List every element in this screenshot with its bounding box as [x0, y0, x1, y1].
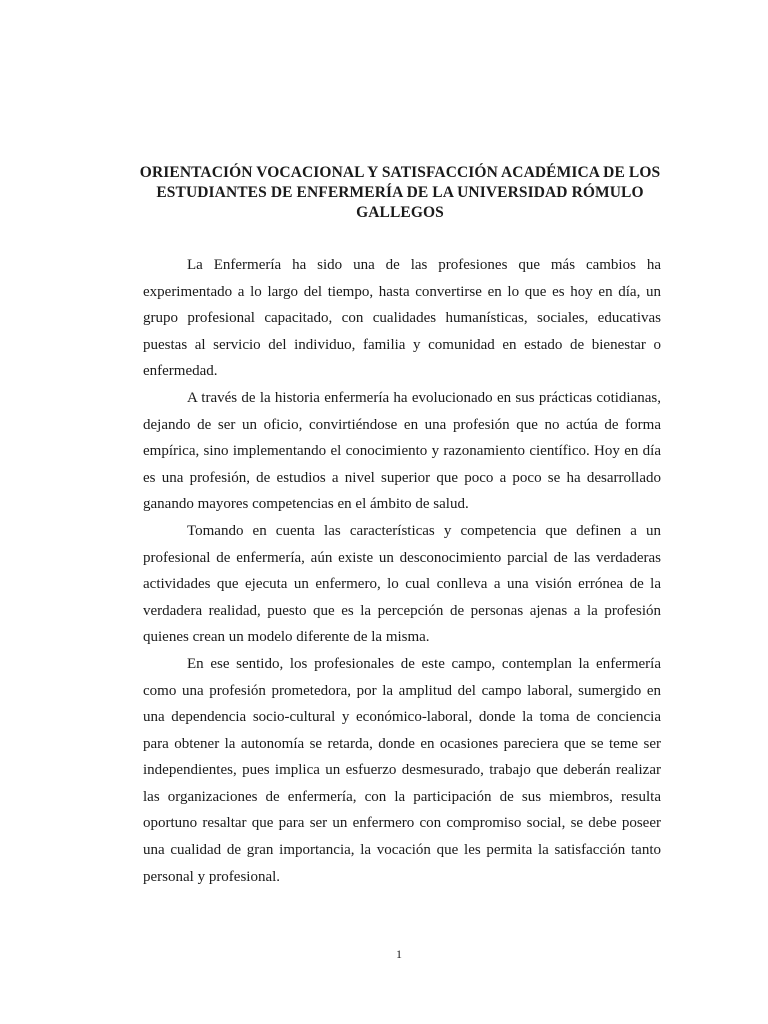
- document-body: [143, 252, 661, 890]
- page-number: 1: [396, 947, 402, 961]
- paragraph-4: En ese sentido, los profesionales de este campo, contemplan la enfermería como una profesión prometedora, por la amplitud del campo laboral, sumergido en una dependencia socio-cultural y económico-laboral, donde la toma de conciencia para obtener la autonomía se retarda, donde en ocasiones pareciera que se teme ser independientes, pues implica un esfuerzo desmesurado, trabajo que deberán realizar las organizaciones de enfermería, con la participación de sus miembros, resulta oportuno resaltar que para ser un enfermero con compromiso social, se debe poseer una cualidad de gran importancia, la vocación que les permita la satisfacción tanto personal y profesional.: [143, 655, 661, 885]
- paragraph-2: A través de la historia enfermería ha evolucionado en sus prácticas cotidianas, dejando de ser un oficio, convirtiéndose en una profesión que no actúa de forma empírica, sino implementando el conocimiento y razonamiento científico. Hoy en día es una profesión, de estudios a nivel superior que poco a poco se ha desarrollado ganando mayores competencias en el ámbito de salud.: [143, 389, 661, 513]
- paragraph-3: Tomando en cuenta las características y competencia que definen a un profesional de enfermería, aún existe un desconocimiento parcial de las verdaderas actividades que ejecuta un enfermero, lo cual conlleva a una visión errónea de la verdadera realidad, puesto que es la percepción de personas ajenas a la profesión quienes crean un modelo diferente de la misma.: [143, 522, 661, 646]
- document-title: ORIENTACIÓN VOCACIONAL Y SATISFACCIÓN ACADÉMICA DE LOS ESTUDIANTES DE ENFERMERÍA DE LA UNIVERSIDAD RÓMULO GALLEGOS: [139, 164, 661, 221]
- paragraph-1: La Enfermería ha sido una de las profesiones que más cambios ha experimentado a lo largo del tiempo, hasta convertirse en lo que es hoy en día, un grupo profesional capacitado, con cualidades humanísticas, sociales, educativas puestas al servicio del individuo, familia y comunidad en estado de bienestar o enfermedad.: [143, 257, 661, 380]
